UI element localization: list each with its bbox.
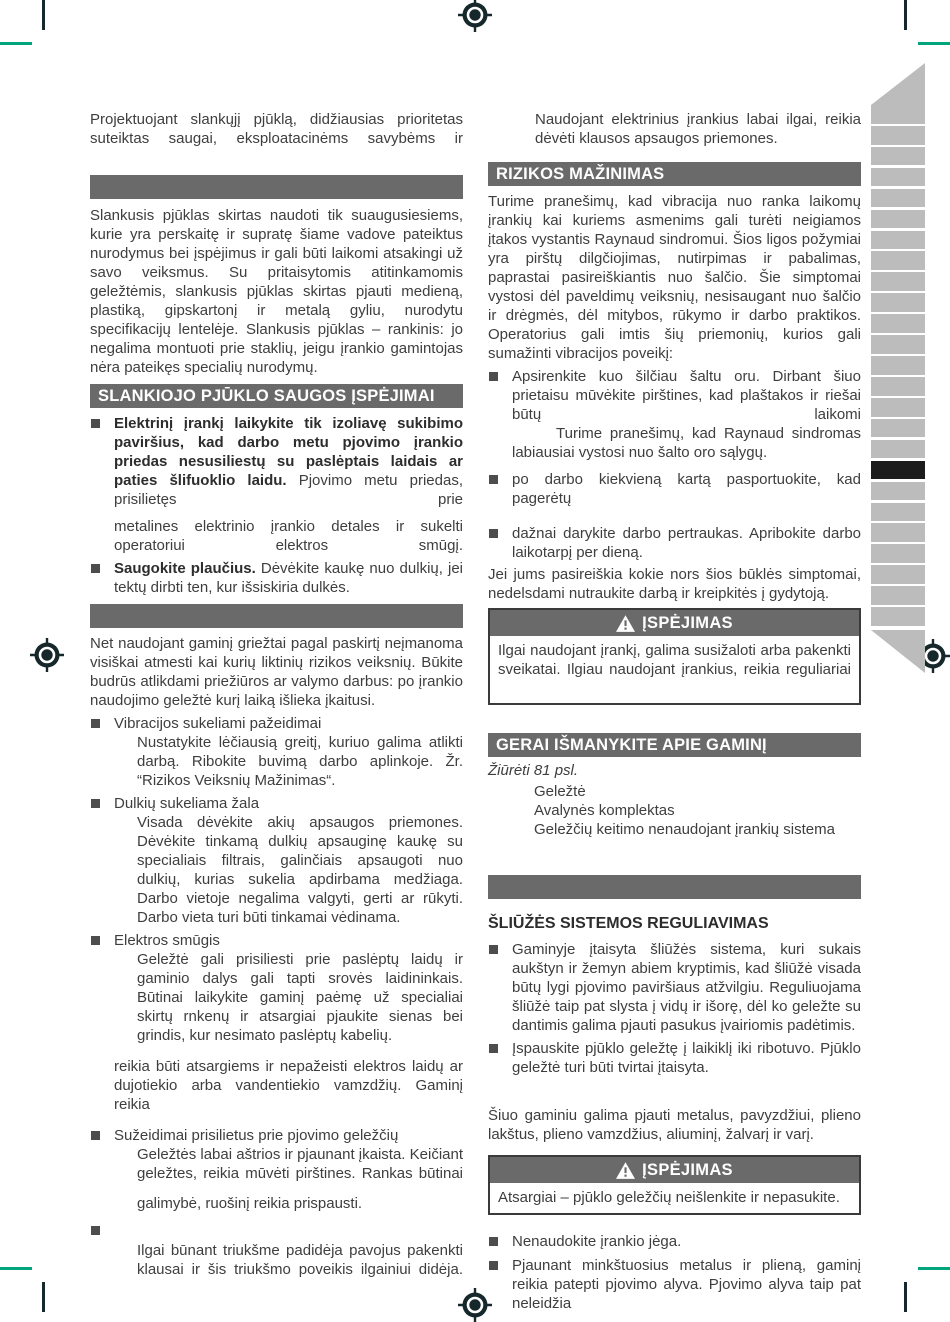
index-tab: [871, 335, 925, 354]
warning-title-bar: [490, 1157, 859, 1183]
index-tab: [871, 272, 925, 291]
bullet-text: po darbo kiekvieną kartą pasportuokite, kad pagerėtų: [512, 471, 861, 507]
bullet-square-icon: [91, 1131, 100, 1140]
registration-mark-icon: [30, 638, 64, 672]
warning-triangle-icon: [616, 1162, 635, 1179]
right-column: [488, 110, 861, 1313]
bullet-square-icon: [91, 719, 100, 728]
bullet-text: dažnai darykite darbo pertraukas. Apribokite darbo laikotarpį per dieną.: [512, 525, 861, 561]
teal-rule: [918, 1267, 950, 1270]
warning-title-label: ĮSPĖJIMAS: [642, 1160, 733, 1179]
section-header-label: GERAI IŠMANYKITE APIE GAMINĮ: [496, 735, 767, 754]
list-item: [90, 794, 463, 813]
index-tab: [871, 377, 925, 396]
warning-body: Atsargiai – pjūklo geležčių neišlenkite ir nepasukite.: [498, 1189, 840, 1206]
bullet-square-icon: [91, 936, 100, 945]
risk-paragraph: Turime pranešimų, kad vibracija nuo ranka laikomų įrankių kai kuriems asmenims gali turėti neigiamos įtakos vystantis Raynaud sindromui. Šios ligos požymiai yra pirštų dilgčiojimas, nutirpimas ir pabalimas, paprastai pasireiškiantis nuo šalčio. Šie simptomai vystosi dėl paveldimų veiksnių, nesisaugant nuo šalčio ir drėgmės, dėl mitybos, rūkymo ir darbo praktikos. Operatorius gali imtis šių priemonių, kurios gali sumažinti vibracijos poveikį:: [488, 193, 861, 362]
symptoms-paragraph: Jei jums pasireiškia kokie nors šios būklės simptomai, nedelsdami nutraukite darbą ir kreipkitės į gydytoją.: [488, 566, 861, 602]
index-tab: [871, 419, 925, 438]
see-page-note: Žiūrėti 81 psl.: [488, 762, 579, 779]
indented-note: Turime pranešimų, kad Raynaud sindromas labiausiai vystosi nuo šalto oro sąlygų.: [512, 425, 861, 461]
continuation-text: reikia būti atsargiems ir nepažeisti elektros laidų ar dujotiekio arba vandentiekio vamzdžių. Gaminį reikia: [114, 1058, 463, 1113]
intro-paragraph: Projektuojant slankųjį pjūklą, didžiausias prioritetas suteiktas saugai, eksploatacinėms savybėms ir: [90, 111, 463, 147]
bullet-normal-text: Dėvėkite kaukę nuo dulkių, jei tektų dirbti ten, kur išsiskiria dulkės.: [114, 560, 463, 596]
warning-title-bar: [490, 610, 859, 636]
feature-item: Avalynės komplektas: [534, 802, 675, 819]
index-tab: [871, 440, 925, 459]
bullet-text: [114, 414, 463, 509]
index-tab: [871, 314, 925, 333]
list-item: [488, 1232, 861, 1251]
bullet-text: Elektros smūgis: [114, 932, 220, 949]
teal-rule: [0, 42, 32, 45]
continuation-text: galimybė, ruošinį reikia prispausti.: [137, 1195, 363, 1212]
bullet-bold-lead: Elektrinį įrankį laikykite tik izoliavę sukibimo paviršius, kad darbo metu pjovimo įrankio priedas nesusiliestų su paslėptais laidais ar paties šlifuoklio laidu.: [114, 415, 463, 489]
bullet-text: Sužeidimai prisilietus prie pjovimo geležčių: [114, 1127, 399, 1144]
bullet-text: [114, 559, 463, 597]
sub-paragraph: Nustatykite lėčiausią greitį, kuriuo galima atlikti darbą. Ribokite buvimą darbo aplinkoje. Žr. “Rizikos Veiksnių Mažinimas“.: [137, 734, 463, 789]
continuation-text: metalines elektrinio įrankio detales ir sukelti operatoriui elektros smūgį.: [114, 518, 463, 554]
index-tab: [871, 231, 925, 250]
warning-title-label: ĮSPĖJIMAS: [642, 613, 733, 632]
index-tab: [871, 356, 925, 375]
bullet-square-icon: [489, 475, 498, 484]
bullet-text: Pjaunant minkštuosius metalus ir plieną, gaminį reikia patepti pjovimo alyva. Pjovimo alyva taip pat neleidžia: [512, 1257, 861, 1312]
sub-paragraph: Visada dėvėkite akių apsaugos priemones. Dėvėkite tinkamą dulkių apsauginę kaukę su specialiais filtrais, galinčiais apsaugoti nuo dulkių, kurias sukelia apdirbama medžiaga. Darbo vietoje negalima valgyti, gerti ar rūkyti. Darbo vieta turi būti tinkamai vėdinama.: [137, 814, 463, 926]
index-tab: [871, 586, 925, 605]
list-item: [488, 524, 861, 562]
index-tab: [871, 523, 925, 542]
index-tab-active: [871, 461, 925, 480]
bullet-square-icon: [91, 799, 100, 808]
bullet-square-icon: [489, 372, 498, 381]
teal-rule: [918, 42, 950, 45]
residual-risk-paragraph: Net naudojant gaminį griežtai pagal paskirtį neįmanoma visiškai atmesti kai kurių liktinių rizikos veiksnių. Būkite budrūs atlikdami priežiūros ar valymo darbus: po įrankio naudojimo geležtė kurį laiką išlieka įkaitusi.: [90, 635, 463, 709]
feature-item: Geležčių keitimo nenaudojant įrankių sistema: [534, 821, 835, 838]
bullet-square-icon: [489, 1044, 498, 1053]
crop-mark: [42, 1282, 45, 1312]
hearing-paragraph: Naudojant elektrinius įrankius labai ilgai, reikia dėvėti klausos apsaugos priemones.: [535, 111, 861, 147]
index-tab: [871, 126, 925, 145]
bullet-square-icon: [489, 945, 498, 954]
index-tab: [871, 105, 925, 124]
bullet-square-icon: [91, 1226, 100, 1235]
registration-mark-icon: [458, 1288, 492, 1322]
tab-strip-top-triangle: [871, 63, 925, 105]
warning-box: [488, 608, 861, 705]
sub-paragraph: Geležtė gali prisiliesti prie paslėptų laidų ir gaminio dalys gali tapti srovės laidininkais. Būtinai laikykite gaminį paėmę už specialiai skirtų rnkenų ir atsargiai pjaukite sienas bei grindis, kur nesimato paslėptų kabelių.: [137, 951, 463, 1044]
teal-rule: [0, 1267, 32, 1270]
crop-mark: [904, 1282, 907, 1312]
list-item: [488, 367, 861, 424]
list-item: [488, 1039, 861, 1077]
warning-triangle-icon: [616, 615, 635, 632]
section-header-label: SLANKIOJO PJŪKLO SAUGOS ĮSPĖJIMAI: [98, 386, 435, 405]
sub-paragraph: Ilgai būnant triukšme padidėja pavojus pakenkti klausai ir šis triukšmo poveikis ilgainiui didėja.: [137, 1242, 463, 1278]
bullet-text: Nenaudokite įrankio jėga.: [512, 1233, 682, 1250]
intended-use-paragraph: Slankusis pjūklas skirtas naudoti tik suaugusiesiems, kurie yra perskaitę ir supratę šiame vadove pateiktus nurodymus bei įspėjimus ir gali būti laikomi atsakingi už savo veiksmus. Su pritaisytomis atitinkamomis geležtėmis, slankusis pjūklas skirtas pjauti medieną, plastiką, gipskartonį ir metalą gyliu, nurodytu specifikacijų lentelėje. Slankusis pjūklas – rankinis: jo negalima montuoti prie staklių, jeigu įrankio gamintojas nėra pateikęs specialių nurodymų.: [90, 207, 463, 376]
feature-item: Geležtė: [534, 783, 586, 800]
left-column: [90, 110, 463, 1279]
metals-paragraph: Šiuo gaminiu galima pjauti metalus, pavyzdžiui, plieno lakštus, plieno vamzdžius, aliuminį, žalvarį ir varį.: [488, 1107, 861, 1143]
crop-mark: [904, 0, 907, 30]
bullet-text: Vibracijos sukeliami pažeidimai: [114, 715, 322, 732]
section-header-know-product: [488, 733, 861, 757]
tab-strip: [871, 105, 925, 626]
section-bar-empty: [488, 875, 861, 899]
index-tab: [871, 147, 925, 166]
index-tab: [871, 293, 925, 312]
bullet-square-icon: [489, 529, 498, 538]
bullet-square-icon: [91, 419, 100, 428]
list-item: [90, 714, 463, 733]
list-item: [90, 1126, 463, 1145]
crop-mark: [42, 0, 45, 30]
index-tab: [871, 482, 925, 501]
registration-mark-icon: [458, 0, 492, 32]
section-bar-empty: [90, 604, 463, 628]
bullet-square-icon: [489, 1237, 498, 1246]
index-tab: [871, 189, 925, 208]
list-item: [90, 559, 463, 597]
index-tab: [871, 565, 925, 584]
tab-strip-bottom-triangle: [871, 630, 925, 673]
bullet-normal-text: Pjovimo metu priedas, prisilietęs prie: [114, 472, 463, 508]
index-tab: [871, 168, 925, 187]
list-item: [488, 470, 861, 508]
index-tab: [871, 503, 925, 522]
bullet-text: Apsirenkite kuo šilčiau šaltu oru. Dirbant šiuo prietaisu mūvėkite pirštines, kad plaštakos ir riešai būtų laikomi: [512, 368, 861, 423]
index-tab: [871, 544, 925, 563]
bullet-text: Dulkių sukeliama žala: [114, 795, 260, 812]
list-item: [90, 414, 463, 509]
warning-box: [488, 1155, 861, 1215]
list-item: [488, 940, 861, 1035]
section-header-saw-safety: [90, 384, 463, 408]
list-item: [90, 1221, 463, 1235]
list-item: [90, 931, 463, 950]
section-header-risk-reduction: [488, 162, 861, 186]
bullet-text: Gaminyje įtaisyta šliūžės sistema, kuri sukais aukštyn ir žemyn abiem kryptimis, kad šliūžė visada būtų lygi pjovimo paviršiaus atžvilgiu. Reguliuojama šliūžė taip pat slysta į vidų ir išorę, dėl ko geležte su dantimis galima pjauti pasukus įvairiomis padėtimis.: [512, 941, 861, 1034]
index-tab: [871, 251, 925, 270]
warning-body: Ilgai naudojant įrankį, galima susižaloti arba pakenkti sveikatai. Ilgiau naudojant įrankius, reikia reguliariai: [498, 642, 851, 678]
index-tab: [871, 398, 925, 417]
sub-paragraph: Geležtės labai aštrios ir pjaunant įkaista. Keičiant geležtes, reikia mūvėti pirštines. Rankas būtinai: [137, 1146, 464, 1182]
bullet-square-icon: [489, 1261, 498, 1270]
section-header-label: RIZIKOS MAŽINIMAS: [496, 164, 665, 183]
index-tab: [871, 210, 925, 229]
section-bar-empty: [90, 175, 463, 199]
bullet-bold-lead: Saugokite plaučius.: [114, 560, 256, 577]
index-tab: [871, 607, 925, 626]
bullet-text: Įspauskite pjūklo geležtę į laikiklį iki ribotuvo. Pjūklo geležtė turi būti tvirtai įtaisyta.: [512, 1040, 861, 1076]
slide-system-header: ŠLIŪŽĖS SISTEMOS REGULIAVIMAS: [488, 915, 769, 932]
bullet-square-icon: [91, 564, 100, 573]
list-item: [488, 1256, 861, 1313]
